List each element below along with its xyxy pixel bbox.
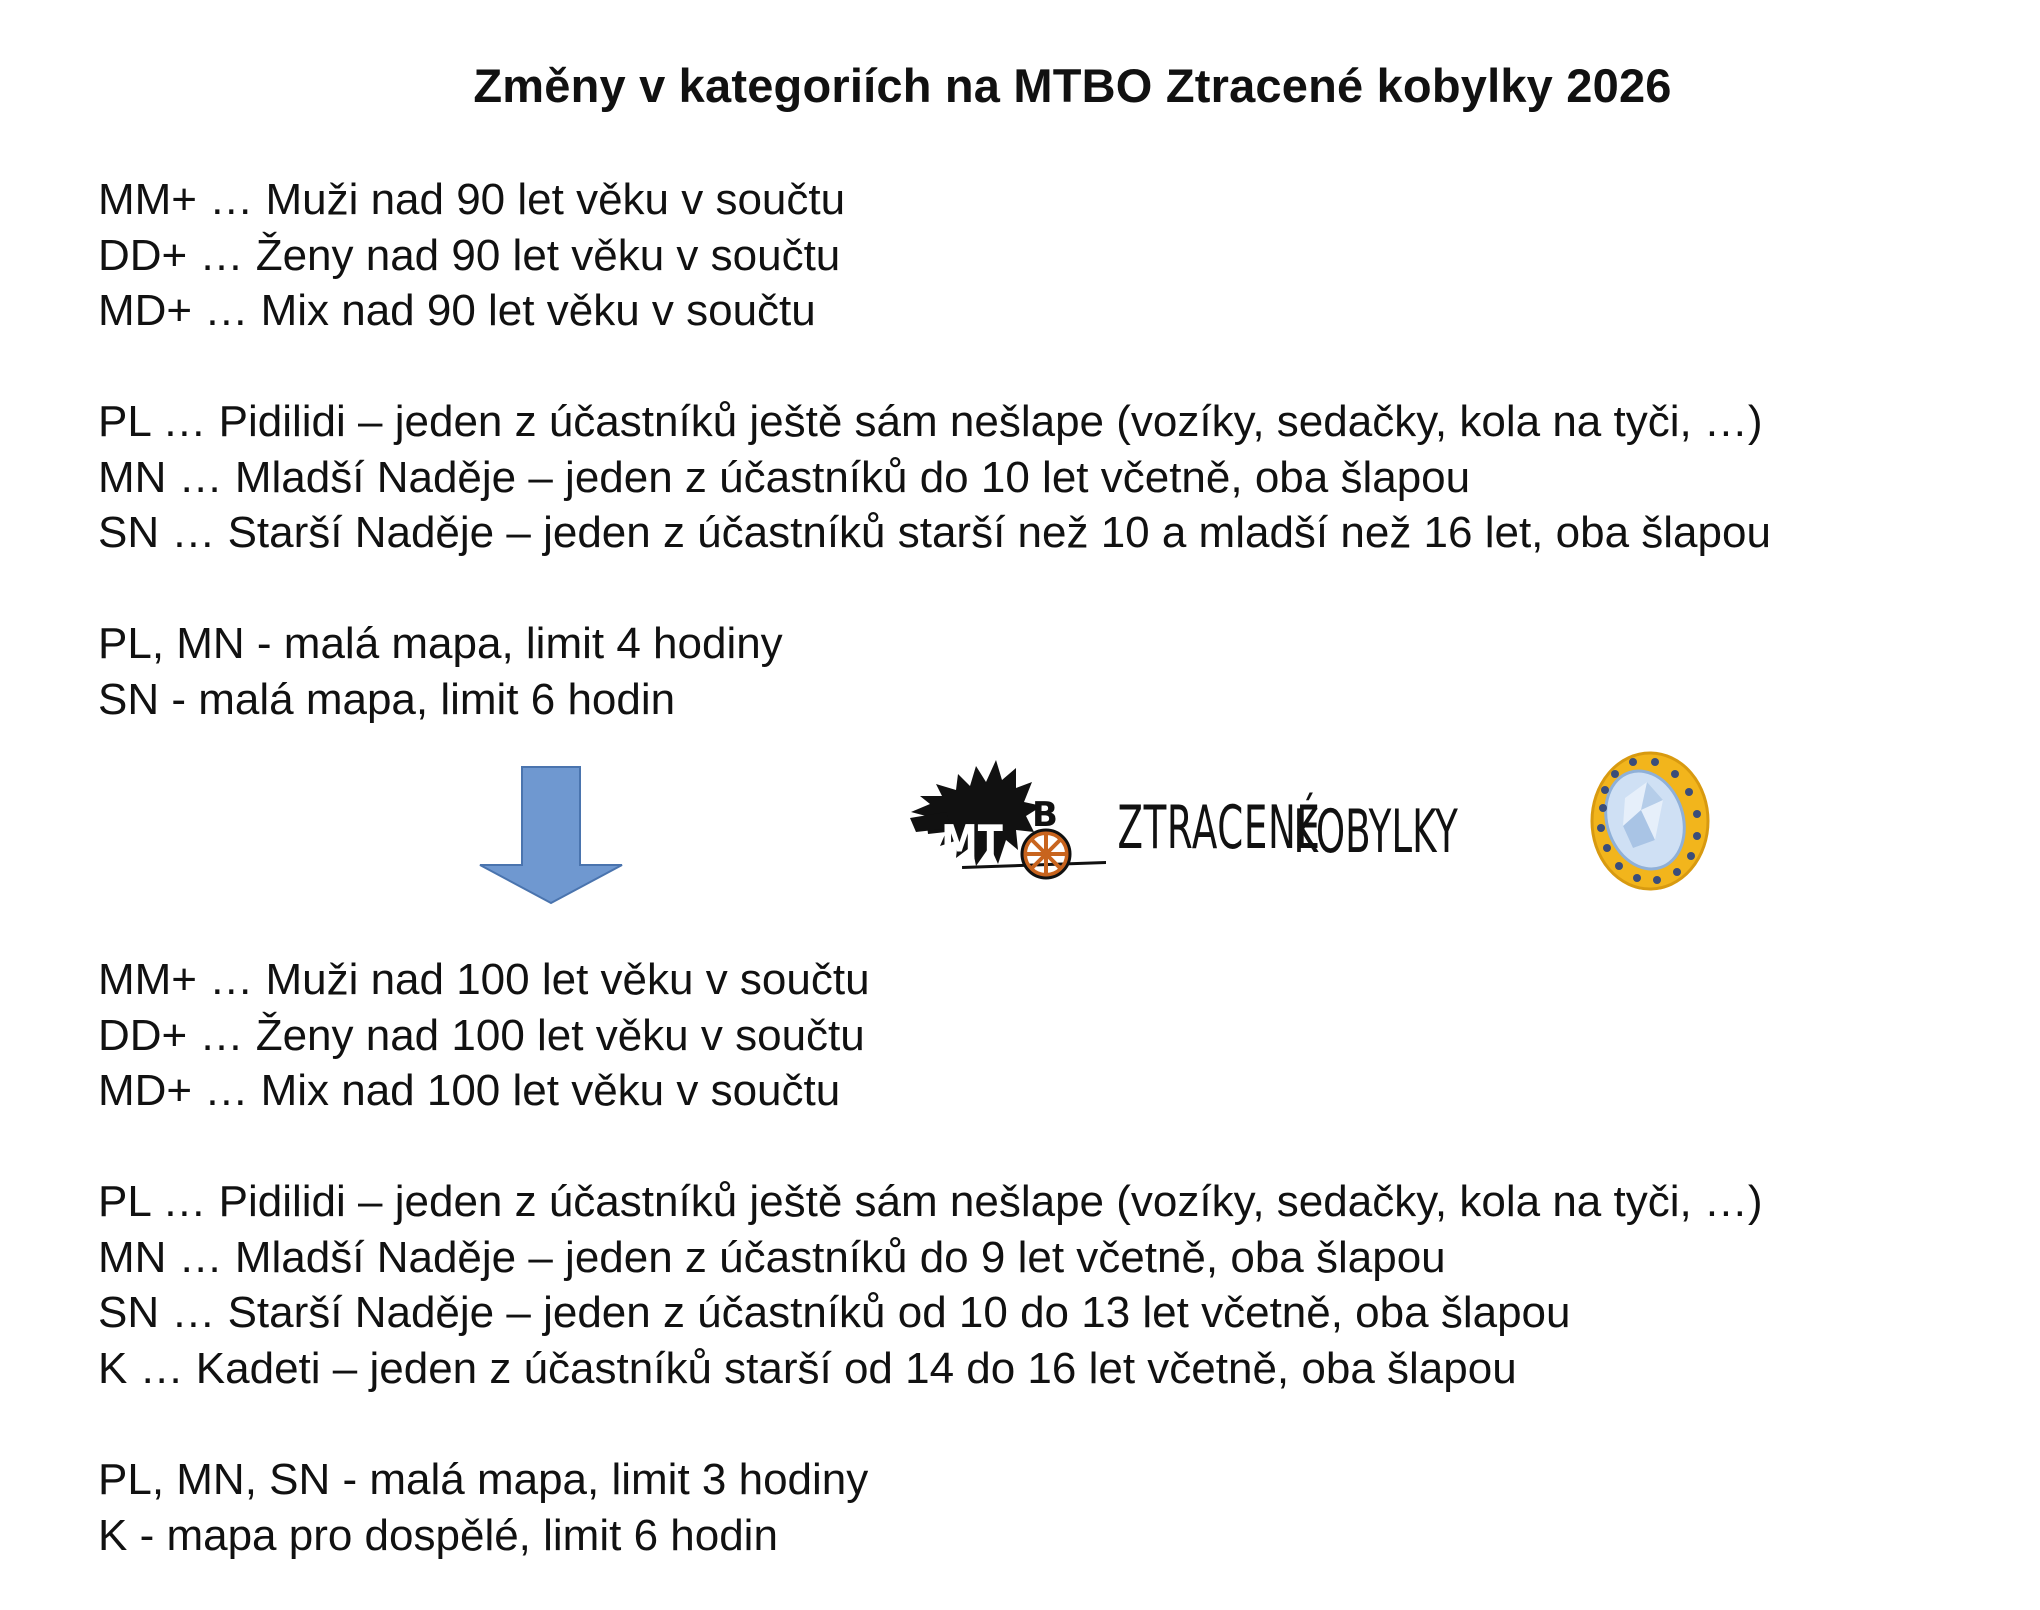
map-limit-line: PL, MN, SN - malá mapa, limit 3 hodiny [98,1455,869,1504]
category-line: MM+ … Muži nad 100 let věku v součtu [98,955,870,1004]
category-line: MN … Mladší Naděje – jeden z účastníků do 10 let včetně, oba šlapou [98,452,1471,502]
svg-text:ZTRACENÉ: ZTRACENÉ [1117,792,1321,863]
category-line: PL … Pidilidi – jeden z účastníků ještě sám nešlape (vozíky, sedačky, kola na tyči, …) [98,1177,1763,1226]
old-youth-categories [98,394,1771,561]
new-map-limits [98,1452,868,1563]
category-line: MM+ … Muži nad 90 let věku v součtu [98,175,846,224]
old-veteran-categories [98,172,845,339]
arrow-down-icon [478,765,624,905]
old-map-limits [98,616,783,727]
mtbo-horse-logo [906,746,1106,886]
ring-gem-icon [1585,748,1715,894]
map-limit-line: SN - malá mapa, limit 6 hodin [98,674,676,724]
svg-text:KOBYLKY: KOBYLKY [1293,796,1458,867]
new-veteran-categories [98,952,870,1119]
category-line: MN … Mladší Naděje – jeden z účastníků do 9 let včetně, oba šlapou [98,1232,1446,1282]
map-limit-line: PL, MN - malá mapa, limit 4 hodiny [98,619,783,668]
category-line: DD+ … Ženy nad 100 let věku v součtu [98,1010,865,1060]
map-limit-line: K - mapa pro dospělé, limit 6 hodin [98,1510,778,1560]
new-youth-categories [98,1174,1763,1396]
category-line: SN … Starší Naděje – jeden z účastníků starší než 10 a mladší než 16 let, oba šlapou [98,508,1771,557]
svg-text:MT: MT [941,814,1003,870]
category-line: SN … Starší Naděje – jeden z účastníků od 10 do 13 let včetně, oba šlapou [98,1288,1571,1337]
page-title: Změny v kategoriích na MTBO Ztracené kobylky 2026 [473,59,1672,112]
category-line: MD+ … Mix nad 100 let věku v součtu [98,1066,841,1115]
arrow-shape [480,767,622,903]
category-line: DD+ … Ženy nad 90 let věku v součtu [98,230,841,280]
category-line: PL … Pidilidi – jeden z účastníků ještě sám nešlape (vozíky, sedačky, kola na tyči, …) [98,397,1763,446]
svg-text:B: B [1032,795,1058,835]
category-line: MD+ … Mix nad 90 let věku v součtu [98,286,816,335]
ztracene-kobylky-logo [1115,770,1525,870]
category-line: K … Kadeti – jeden z účastníků starší od 14 do 16 let včetně, oba šlapou [98,1343,1517,1393]
